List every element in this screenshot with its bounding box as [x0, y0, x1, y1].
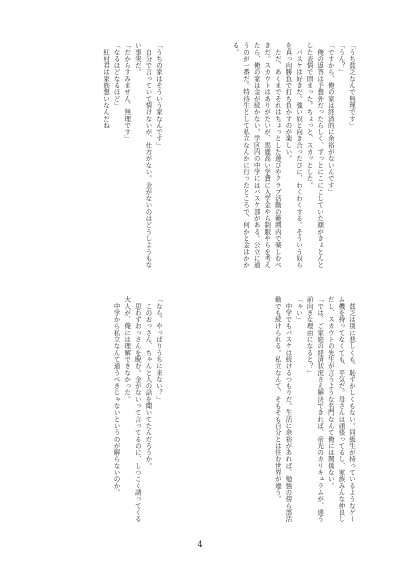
- text-block-upper-right: 「うち貧乏なんで無理です」 「うん？」 「ですから、俺の家は経済的に余裕がないんです」 俺の返答は予想外だったらしく、ずっとにこにこしていた顔がきょとんとした表情で固まった。ちょっと、スカッとした。 バスケは好きだ。強い奴と向き合ったびに、わくわくする。そういう奴らを真っ向勝負で打ち負かすのが楽しい。 ただ、あくまでそれはちょっとした遊びやクラブ活動の範囲内で楽しむべきだ。スカウトはありがたいが、馬鹿高い学費に入学金やら制服やらを考えたら、俺の家は金が続かない。学区内の中学にはバスケ部がある。公立に通うのが一番だ。特待生として私立なんかに行ったところで、何かと金はかかる。: [231, 42, 356, 269]
- text-block-upper-left: 「うちの家はそういう家なんです」 自分で言っていて情けないが、仕方がない。金がないのはどうしようもない事実だ。 「だからすみません、無理です」 「なるほどなるほど」 紅村君は家族想いなんだね: [102, 42, 163, 269]
- text-block-lower-right: 貧乏は別に悲しくも、恥ずかしくもない。同級生が持っているようなゲーム機を持ってなくても、平気だ。母さんは頑張ってるし、家族みんな仲良しだし、スカウトの先生が言うような名門なんて俺には関係ない。 「では、ご家庭の経済状況さえ解決できれば、帝光のカリキュラムが、通う前向きな理由になると？」 「ゃい」 中学でもバスケは続けるつもりだ。生活に余裕があれば、勉強の傍ら部活動でも続けられる。私立なんて、そもそも自分とは住む世界が違う。: [273, 296, 356, 523]
- page-number: 4: [197, 540, 203, 549]
- text-block-lower-left: 「なら、やっぱりうちに来ない？」 このおっさん、ちゃんと人の話を聞いてたんだろうか。 思わずおっさんを睨む。金がないって言ってるのに、しつこく誘ってくる大人が、俺には理解できなかった。 中学から私立なんて通うべきじゃないというのが解らないのか。: [112, 296, 163, 523]
